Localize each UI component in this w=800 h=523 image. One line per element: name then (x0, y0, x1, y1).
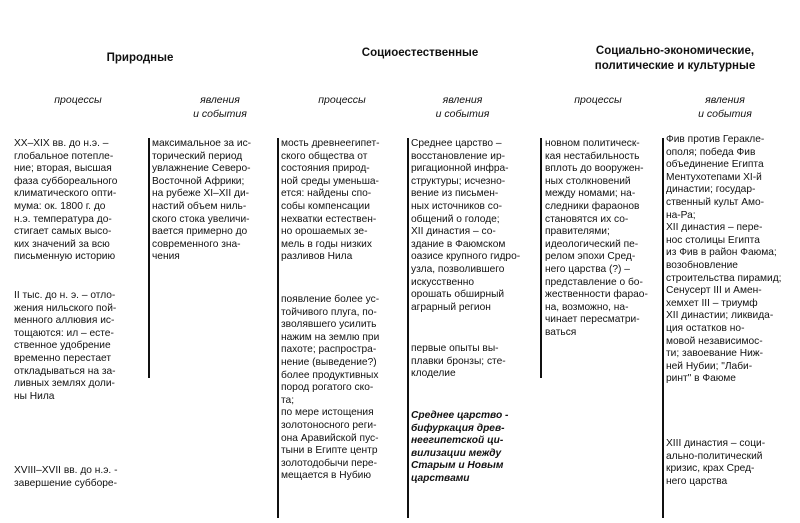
subheader-phenomena-1-line1: явления (200, 94, 240, 106)
col3-b2-line: более продуктивных (281, 369, 379, 381)
col3-b1-line: состояния природ- (281, 163, 370, 175)
col5-b1-line: следники фараонов (545, 200, 640, 212)
col6-b2-line: ально-политический (666, 450, 763, 462)
col1-b2-line: жения нильского пой- (14, 302, 117, 314)
col6-b1-line: XII династии; ликвида- (666, 310, 774, 322)
col4-b1-line: искусственно (411, 276, 475, 288)
subheader-phenomena-2 (405, 93, 520, 121)
col2-b1-line: максимальное за ис- (152, 138, 252, 149)
col1-block1 (14, 138, 146, 264)
subheader-processes-1: процессы (54, 94, 102, 106)
col6-b1-line: XII династия – пере- (666, 222, 763, 234)
col6-b1-line: Ментухотепами XI-й (666, 171, 762, 183)
col3-b2-line: она Аравийской пус- (281, 432, 379, 444)
column-divider-3 (407, 138, 409, 518)
col5-b1-line: на, возможно, на- (545, 301, 629, 313)
col3-b1-line: ется: найдены спо- (281, 188, 372, 200)
col4-b1-line: ригационной инфра- (411, 163, 509, 175)
col1-b1-line: ких значений за всю (14, 238, 110, 250)
col1-b1-line: ние; вторая, высшая (14, 163, 112, 175)
col1-b1-line: стигает самых высо- (14, 226, 112, 238)
col4-block3 (411, 410, 539, 486)
col1-b2-line: откладываться на за- (14, 365, 116, 377)
col6-b1-line: ней Нубии; "Лаби- (666, 360, 753, 372)
col6-b1-line: ция остатков но- (666, 322, 745, 334)
col6-block1 (666, 134, 799, 386)
col3-b1-line: разливов Нила (281, 251, 353, 263)
col3-b2-line: золотодобычи пере- (281, 457, 377, 469)
col3-b2-line: пород рогатого ско- (281, 382, 374, 394)
col3-b2-line: нажим на землю при (281, 331, 380, 343)
col6-b1-line: Фив против Гераклe- (666, 134, 765, 145)
subheader-phenomena-3 (670, 93, 780, 121)
col4-b1-line: восстановление ир- (411, 150, 506, 162)
col5-b1-line: ваться (545, 326, 577, 338)
col4-b1-line: вение из письмен- (411, 188, 499, 200)
col5-b1-line: ных столкновений (545, 175, 631, 187)
subheader-phenomena-1-line2: и события (193, 108, 247, 120)
col3-b2-line: мещается в Нубию (281, 470, 372, 482)
col6-b2-line: кризис, крах Сред- (666, 463, 755, 475)
col1-b2-line: ны Нила (14, 390, 55, 402)
col3-block2 (281, 294, 405, 483)
col4-b3-line: вилизации между (411, 447, 502, 459)
col4-block2 (411, 343, 539, 381)
header-socio-economic (555, 44, 795, 74)
col5-b1-line: него царства (?) – (545, 263, 630, 275)
col5-b1-line: релом эпохи Сред- (545, 251, 636, 263)
subheader-processes-2: процессы (318, 94, 366, 106)
col4-b1-line: узла, позволившего (411, 263, 505, 275)
col4-b1-line: аграрный регион (411, 301, 491, 313)
col4-b1-line: структуры; исчезно- (411, 175, 506, 187)
col1-b2-line: менного аллювия ис- (14, 315, 115, 327)
col1-b2-line: тощаются: ил – есте- (14, 327, 114, 339)
subheader-phenomena-1 (165, 93, 275, 121)
col1-b2-line: временно перестает (14, 352, 111, 364)
header-natural: Природные (106, 52, 174, 64)
col6-b1-line: династии; государ- (666, 184, 756, 196)
col1-b3-line: завершение субборе- (14, 477, 117, 489)
col6-b1-line: на-Ра; (666, 209, 696, 221)
subheader-processes-3: процессы (574, 94, 622, 106)
col3-b2-line: по мере истощения (281, 407, 374, 419)
col6-b1-line: ти; завоевание Ниж- (666, 348, 764, 360)
col3-b2-line: тыни в Египте центр (281, 445, 378, 457)
subheader-phenomena-2-line2: и события (435, 108, 490, 120)
col3-b1-line: нехватки естествен- (281, 213, 377, 225)
col2-b1-line: Восточной Африки; (152, 175, 245, 187)
column-divider-1 (148, 138, 150, 378)
col3-b1-line: собы компенсации (281, 200, 370, 212)
col6-block2 (666, 438, 799, 488)
col1-b1-line: глобальное потепле- (14, 150, 114, 162)
col6-b1-line: Сенусерт III и Амен- (666, 285, 762, 297)
col5-b1-line: правителями; (545, 226, 610, 238)
subheader-phenomena-2-line1: явления (442, 94, 483, 106)
col3-b2-line: пахоте; распростра- (281, 344, 377, 356)
col3-b1-line: мость древнеегипет- (281, 138, 380, 149)
col3-b1-line: но орошаемых зе- (281, 226, 368, 238)
col4-b1-line: Среднее царство – (411, 138, 502, 149)
col1-b1-line: мума: ок. 1800 г. до (14, 200, 106, 212)
col4-b1-line: оазисе крупного гидро- (411, 251, 521, 263)
col5-block1 (545, 138, 661, 340)
col6-b1-line: нос столицы Египта (666, 234, 760, 246)
col3-b2-line: зволявшего усилить (281, 319, 377, 331)
col1-b1-line: климатического опти- (14, 188, 117, 200)
col3-block1 (281, 138, 405, 264)
col2-b1-line: ского стока увеличи- (152, 213, 250, 225)
col6-b1-line: возобновление (666, 259, 738, 271)
col6-b1-line: объединение Египта (666, 159, 764, 171)
col4-b1-line: орошать обширный (411, 289, 505, 301)
col4-block1 (411, 138, 539, 314)
col5-b1-line: идеологический пе- (545, 238, 639, 250)
col3-b2-line: нение (выведение?) (281, 356, 377, 368)
col4-b2-line: плавки бронзы; сте- (411, 355, 506, 367)
header-socio-economic-line2: политические и культурные (594, 60, 756, 72)
col1-b1-line: н.э. температура до- (14, 213, 112, 225)
col6-b2-line: него царства (666, 475, 728, 487)
col1-b3-line: XVIII–XVII вв. до н.э. - (14, 465, 118, 476)
col6-b1-line: мовой независимос- (666, 335, 763, 347)
col6-b2-line: XIII династия – соци- (666, 438, 766, 449)
col5-b1-line: жественности фарао- (545, 289, 648, 301)
col1-b2-line: II тыс. до н. э. – отло- (14, 290, 116, 301)
col5-b1-line: представление о бо- (545, 276, 643, 288)
col1-block3 (14, 465, 146, 490)
col5-b1-line: новном политическ- (545, 138, 640, 149)
col2-b1-line: вается примерно до (152, 226, 248, 238)
col1-b1-line: письменную историю (14, 251, 116, 263)
col4-b3-line: царствами (411, 472, 470, 484)
col3-b2-line: та; (281, 394, 295, 406)
col6-b1-line: из Фив в район Фаюма; (666, 247, 777, 259)
col4-b1-line: общений о голоде; (411, 213, 500, 225)
col2-b1-line: торический период (152, 150, 243, 162)
column-divider-4 (540, 138, 542, 378)
col5-b1-line: чинает пересматри- (545, 314, 640, 326)
col4-b2-line: первые опыты вы- (411, 343, 499, 354)
col6-b1-line: ринт" в Фаюме (666, 373, 736, 385)
col4-b3-line: бифуркация древ- (411, 422, 505, 434)
col2-b1-line: увлажнение Северо- (152, 163, 251, 175)
col4-b1-line: ных источников со- (411, 200, 503, 212)
col1-b1-line: XX–XIX вв. до н.э. – (14, 138, 109, 149)
col2-block1 (152, 138, 276, 264)
col4-b3-line: Старым и Новым (411, 460, 504, 472)
col4-b2-line: клоделие (411, 368, 456, 380)
col2-b1-line: современного зна- (152, 238, 241, 250)
col3-b1-line: ной среды уменьша- (281, 175, 379, 187)
col6-b1-line: строительства пирамид; (666, 272, 782, 284)
col4-b3-line: Среднее царство - (411, 410, 509, 421)
subheader-phenomena-3-line1: явления (705, 94, 745, 106)
column-divider-2 (277, 138, 279, 518)
col1-block2 (14, 290, 146, 403)
col2-b1-line: настий объем ниль- (152, 200, 247, 212)
col2-b1-line: на рубеже XI–XII ди- (152, 188, 250, 200)
col3-b2-line: появление более ус- (281, 294, 380, 305)
col1-b1-line: фаза суббореального (14, 175, 118, 187)
col6-b1-line: хемхет III – триумф (666, 297, 758, 309)
header-socio-natural: Социоестественные (361, 47, 479, 59)
col4-b1-line: здание в Фаюмском (411, 238, 506, 250)
col2-b1-line: чения (152, 251, 180, 263)
subheader-phenomena-3-line2: и события (698, 108, 752, 120)
header-socio-economic-line1: Социально-экономические, (595, 45, 755, 57)
col5-b1-line: кая нестабильность (545, 150, 640, 162)
col3-b2-line: золотоносного реги- (281, 419, 377, 431)
column-divider-5 (662, 138, 664, 518)
col3-b2-line: тойчивого плуга, по- (281, 306, 377, 318)
col6-b1-line: ополя; победа Фив (666, 146, 756, 158)
col3-b1-line: ского общества от (281, 150, 368, 162)
col5-b1-line: становятся их со- (545, 213, 629, 225)
col1-b2-line: ственное удобрение (14, 340, 111, 352)
col4-b3-line: неегипетской ци- (411, 435, 504, 447)
col3-b1-line: мель в годы низких (281, 238, 372, 250)
col6-b1-line: ственный культ Амо- (666, 196, 765, 208)
col1-b2-line: ливных землях доли- (14, 378, 115, 390)
col4-b1-line: XII династия – со- (411, 226, 496, 238)
col5-b1-line: между номами; на- (545, 188, 636, 200)
col5-b1-line: вплоть до вооружен- (545, 163, 644, 175)
